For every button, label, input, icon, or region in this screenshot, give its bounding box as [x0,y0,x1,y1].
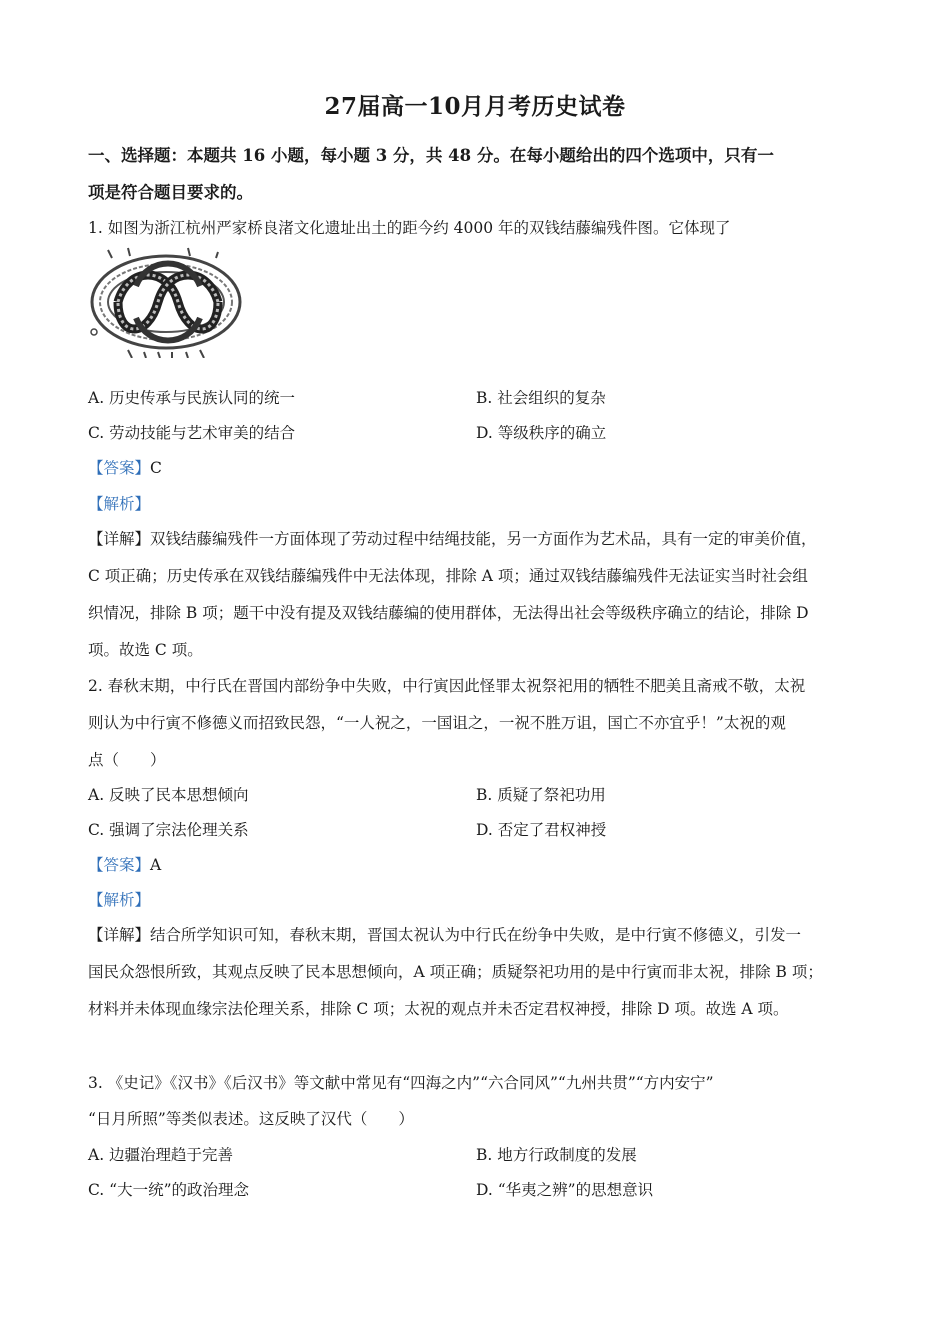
q2-detail-line-2: 国民众怨恨所致，其观点反映了民本思想倾向，A 项正确；质疑祭祀功用的是中行寅而非太祝，排除 B 项； [88,963,823,981]
q2-answer-tag: 【答案】 [88,856,151,874]
q3-option-b[interactable]: B. 地方行政制度的发展 [476,1146,637,1164]
q1-option-d[interactable]: D. 等级秩序的确立 [476,424,607,442]
q2-option-c[interactable]: C. 强调了宗法伦理关系 [88,821,249,839]
q2-analysis-tag: 【解析】 [88,891,151,909]
q1-option-c[interactable]: C. 劳动技能与艺术审美的结合 [88,424,296,442]
q2-detail-tag: 【详解】 [88,926,151,944]
q1-detail-line-4: 项。故选 C 项。 [88,641,203,659]
q3-option-a[interactable]: A. 边疆治理趋于完善 [88,1146,234,1164]
q2-option-b[interactable]: B. 质疑了祭祀功用 [476,786,606,804]
q3-stem-line-2: “日月所照”等类似表述。这反映了汉代（ ） [88,1110,414,1128]
section-heading-line-1: 一、选择题：本题共 16 小题，每小题 3 分，共 48 分。在每小题给出的四个选项中，只有一 [88,146,774,165]
q2-stem-line-1: 2. 春秋末期，中行氏在晋国内部纷争中失败，中行寅因此怪罪太祝祭祀用的牺牲不肥美且斋戒不敬，太祝 [88,677,806,695]
q2-detail-line-3: 材料并未体现血缘宗法伦理关系，排除 C 项；太祝的观点并未否定君权神授，排除 D 项。故选 A 项。 [88,1000,789,1018]
q2-answer [88,854,868,876]
q3-option-c[interactable]: C. “大一统”的政治理念 [88,1181,250,1199]
q1-detail-line-3: 织情况，排除 B 项；题干中没有提及双钱结藤编的使用群体，无法得出社会等级秩序确立的结论，排除 D [88,604,809,622]
q2-option-d[interactable]: D. 否定了君权神授 [476,821,607,839]
q2-detail-line-1 [88,924,868,946]
q1-option-b[interactable]: B. 社会组织的复杂 [476,389,606,407]
q1-answer-tag: 【答案】 [88,459,151,477]
q1-stem: 1. 如图为浙江杭州严家桥良渚文化遗址出土的距今约 4000 年的双钱结藤编残件图。它体现了 [88,219,731,237]
q1-answer-value: C [150,459,162,477]
q1-detail-line-1 [88,528,868,550]
q1-detail-line-2: C 项正确；历史传承在双钱结藤编残件中无法体现，排除 A 项；通过双钱结藤编残件无法证实当时社会组 [88,567,808,585]
page-title: 27届高一10月月考历史试卷 [324,93,626,120]
q2-detail-text-1: 结合所学知识可知，春秋末期，晋国太祝认为中行氏在纷争中失败，是中行寅不修德义，引发一 [150,926,802,944]
double-coin-rattan-knot-figure [88,246,246,358]
q2-stem-line-2: 则认为中行寅不修德义而招致民怨，“一人祝之，一国诅之，一祝不胜万诅，国亡不亦宜乎！”太祝的观 [88,714,786,732]
q1-option-a[interactable]: A. 历史传承与民族认同的统一 [88,389,296,407]
q2-answer-value: A [150,856,162,874]
q1-answer [88,457,868,479]
section-heading-line-2: 项是符合题目要求的。 [88,183,253,202]
q1-detail-tag: 【详解】 [88,530,151,548]
q2-option-a[interactable]: A. 反映了民本思想倾向 [88,786,249,804]
q3-option-d[interactable]: D. “华夷之辨”的思想意识 [476,1181,654,1199]
q1-analysis-tag: 【解析】 [88,495,151,513]
q3-stem-line-1: 3. 《史记》《汉书》《后汉书》等文献中常见有“四海之内”“六合同风”“九州共贯”“方内安宁” [88,1074,714,1092]
q2-stem-line-3: 点（ ） [88,751,166,769]
q1-detail-text-1: 双钱结藤编残件一方面体现了劳动过程中结绳技能，另一方面作为艺术品，具有一定的审美价值， [150,530,817,548]
